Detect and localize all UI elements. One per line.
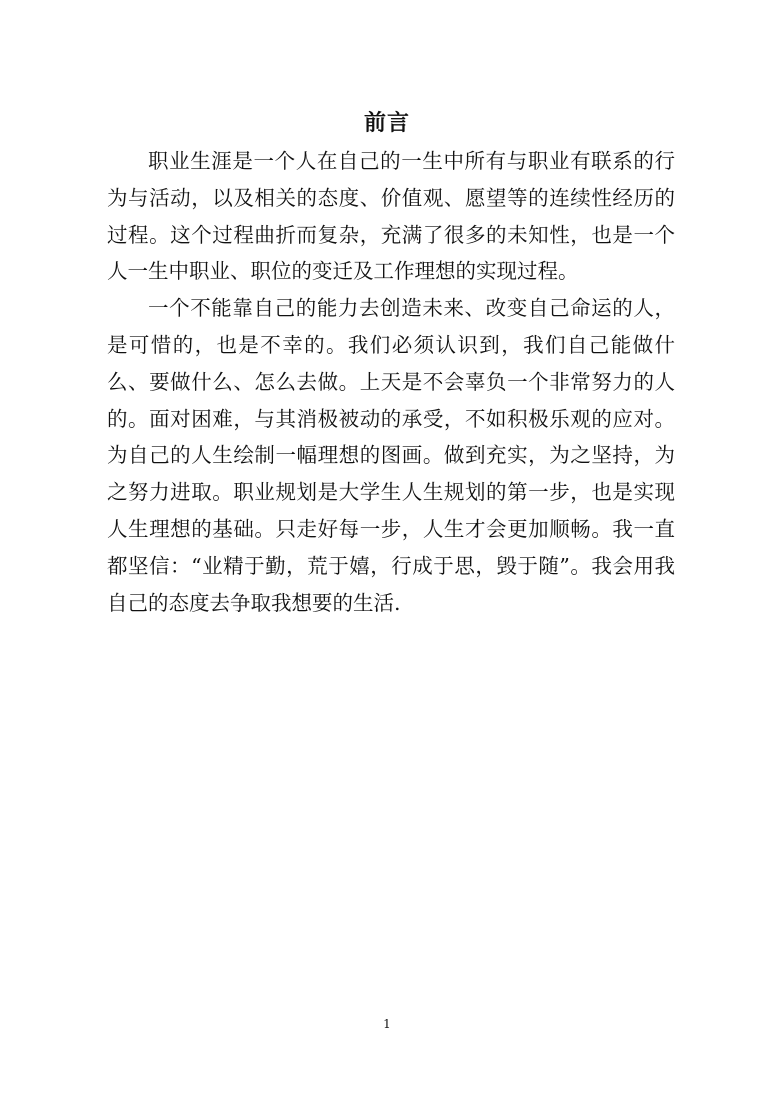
paragraph-1: 职业生涯是一个人在自己的一生中所有与职业有联系的行为与活动，以及相关的态度、价值观、愿望等的连续性经历的过程。这个过程曲折而复杂，充满了很多的未知性，也是一个人一生中职业、职位的变迁及工作理想的实现过程。 <box>107 149 675 284</box>
page-title: 前言 <box>363 110 410 136</box>
body-text <box>107 143 675 621</box>
page-number: 1 <box>383 1017 391 1031</box>
paragraph-2: 一个不能靠自己的能力去创造未来、改变自己命运的人，是可惜的，也是不幸的。我们必须认识到，我们自己能做什么、要做什么、怎么去做。上天是不会辜负一个非常努力的人的。面对困难，与其消极被动的承受，不如积极乐观的应对。为自己的人生绘制一幅理想的图画。做到充实，为之坚持，为之努力进取。职业规划是大学生人生规划的第一步，也是实现人生理想的基础。只走好每一步，人生才会更加顺畅。我一直都坚信：“业精于勤，荒于嬉，行成于思，毁于随”。我会用我自己的态度去争取我想要的生活. <box>107 296 675 615</box>
